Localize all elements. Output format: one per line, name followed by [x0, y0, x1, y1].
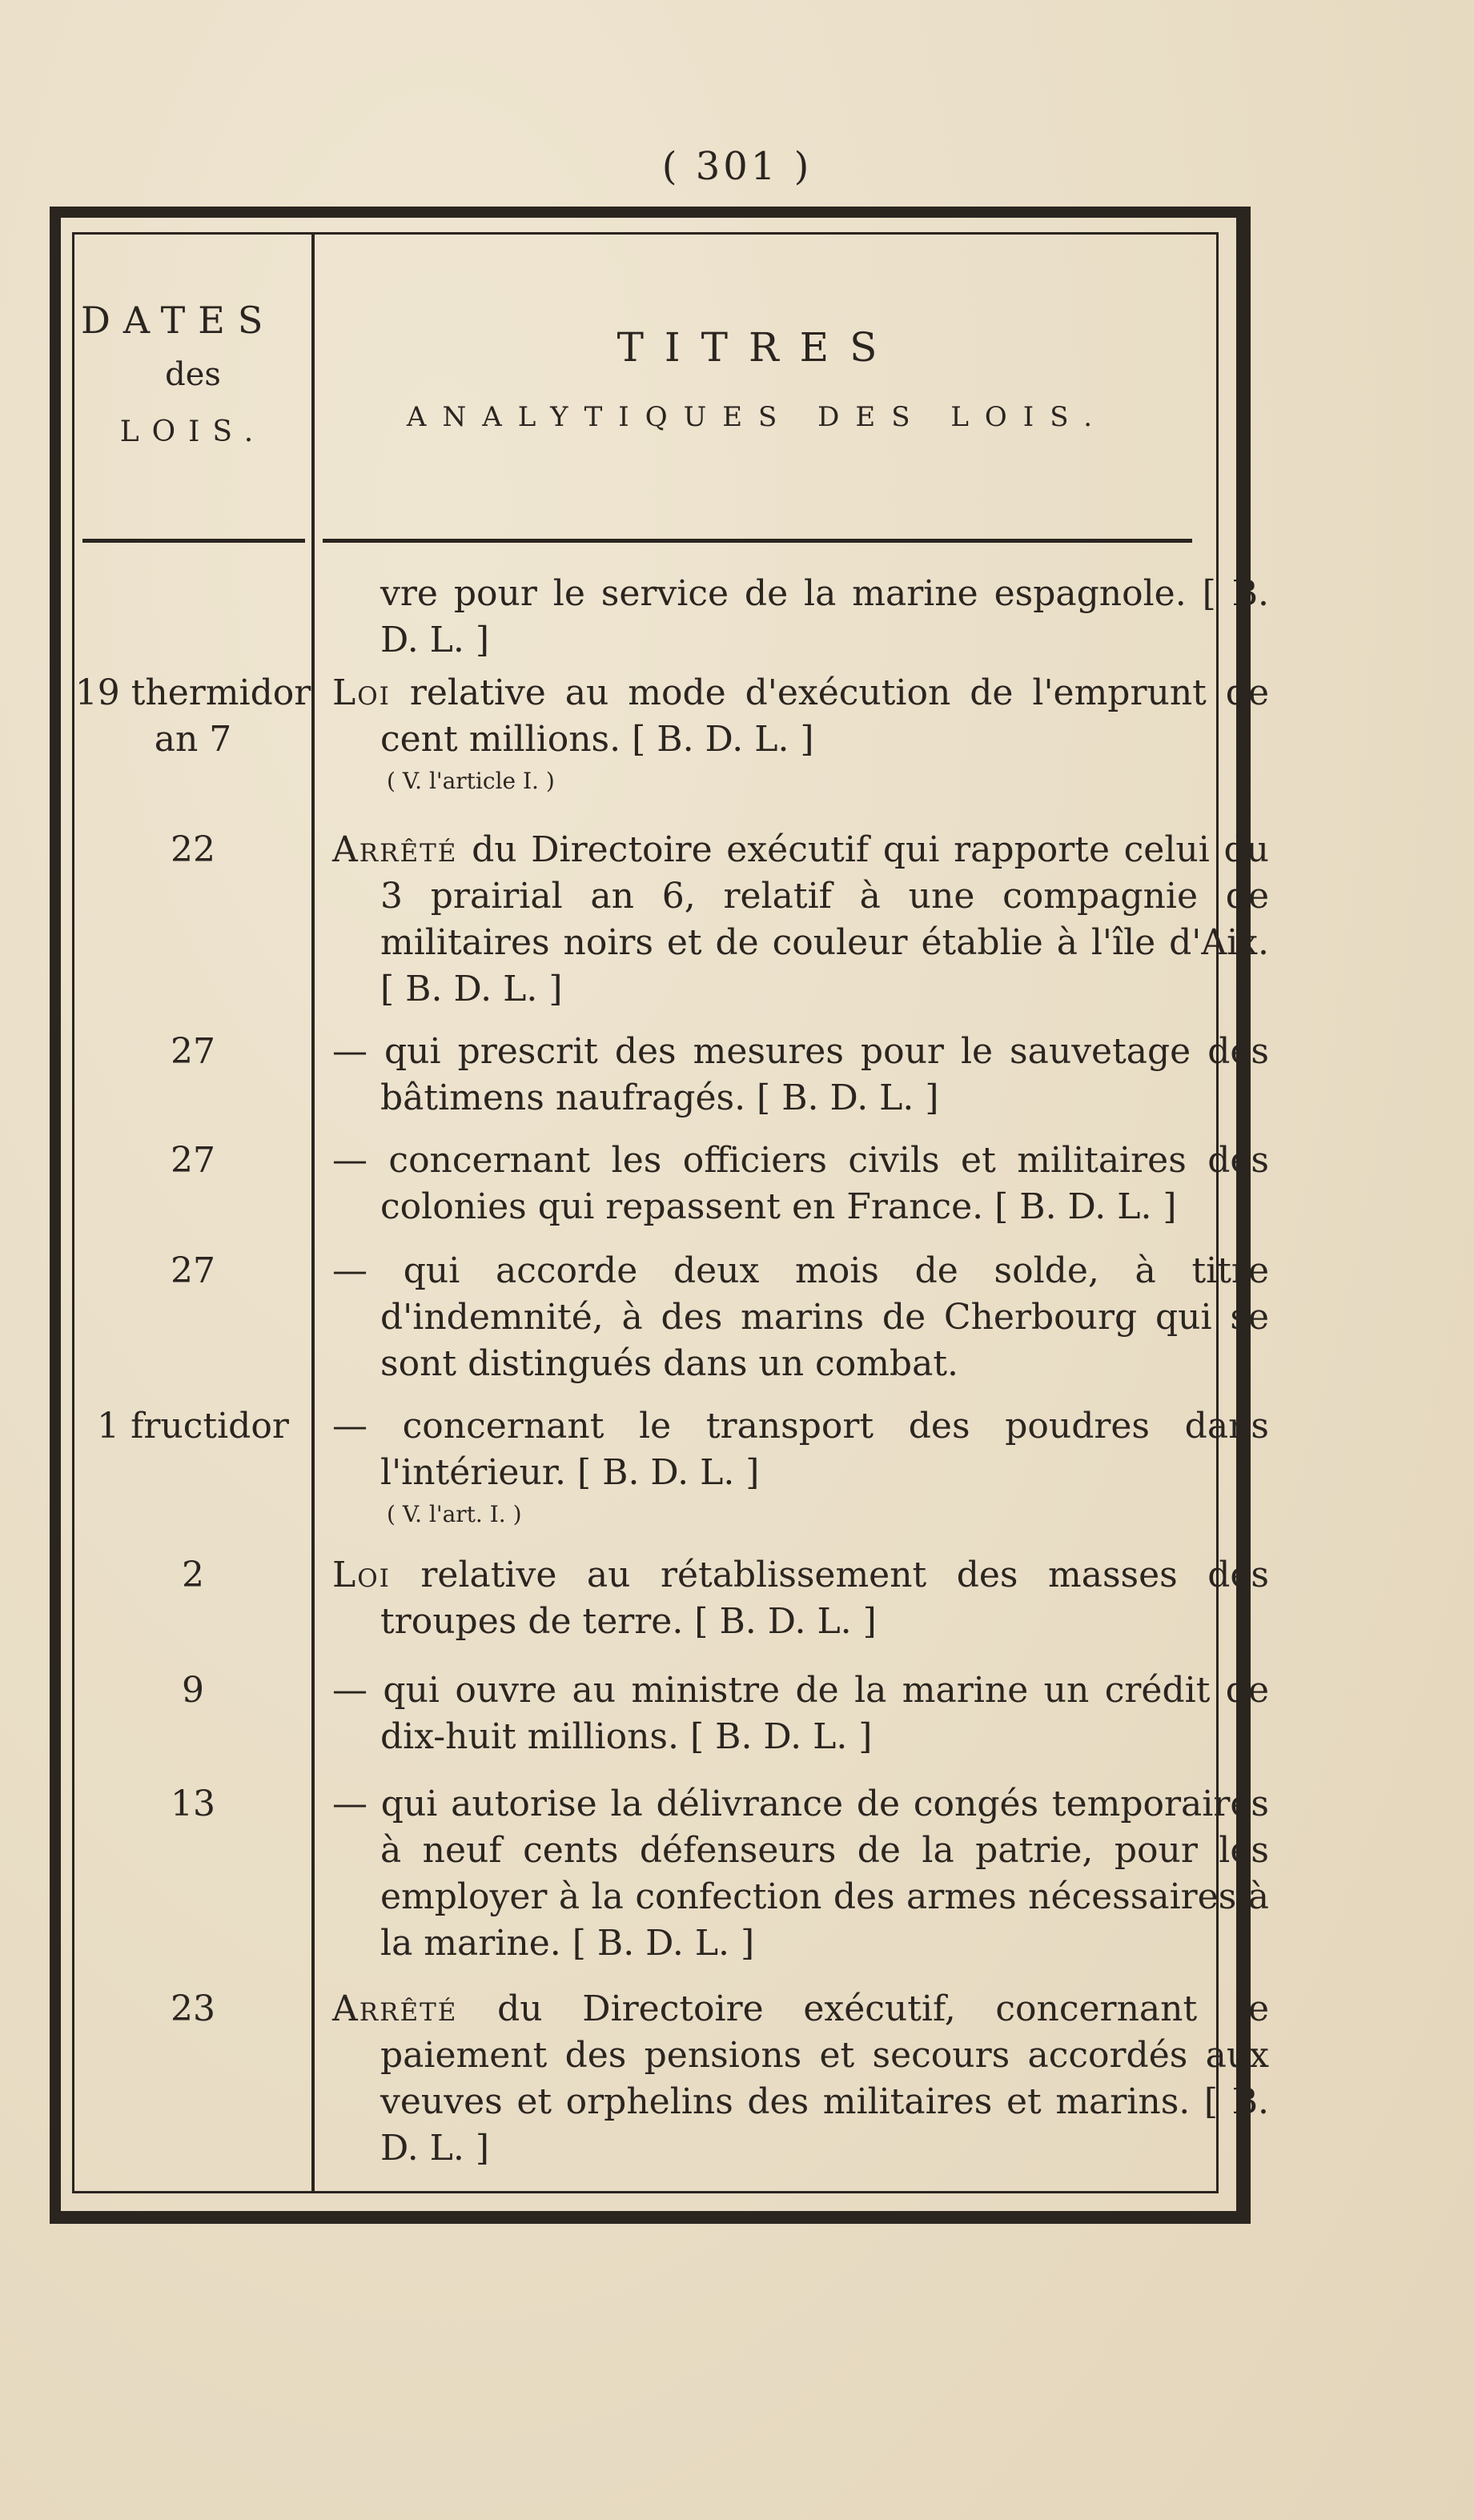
row-title: — qui accorde deux mois de solde, à titre d'indemnité, à des marins de Cherbourg qui se sont distingués dans un combat.: [332, 1250, 1269, 1384]
row-date: 13: [171, 1784, 215, 1824]
header-lois: LOIS.: [119, 415, 267, 448]
row-date: 27: [171, 1250, 215, 1291]
row-text: [332, 1552, 1269, 1645]
row-date: 2: [182, 1555, 204, 1595]
row-lead: Arrêté: [332, 829, 458, 870]
table-inner-frame: [72, 232, 1269, 2193]
header-rule-left: [82, 539, 305, 543]
row-title: — concernant le transport des poudres dans l'intérieur. [ B. D. L. ]: [332, 1406, 1269, 1493]
row-date: 22: [171, 829, 215, 870]
row-date: 27: [171, 1031, 215, 1072]
header-titres: TITRES: [617, 324, 898, 371]
row-lead: Loi: [332, 1555, 391, 1595]
row-title: du Directoire exécutif qui rapporte celui du 3 prairial an 6, relatif à une compagnie de militaires noirs et de couleur établie à l'île d'Aix. [ B. D. L. ]: [380, 829, 1269, 1009]
row-lead: Loi: [332, 672, 391, 713]
row-title: — qui autorise la délivrance de congés temporaires à neuf cents défenseurs de la patrie, pour les employer à la confection des armes nécessaires à la marine. [ B. D. L. ]: [332, 1784, 1269, 1964]
column-divider: [311, 235, 315, 2191]
table-frame: [50, 207, 1269, 2224]
row-text: [332, 571, 1269, 664]
page-number: ( 301 ): [661, 144, 813, 189]
row-title: — qui ouvre au ministre de la marine un crédit de dix-huit millions. [ B. D. L. ]: [332, 1670, 1269, 1757]
row-title: relative au rétablissement des masses des troupes de terre. [ B. D. L. ]: [380, 1555, 1269, 1642]
row-date: 1 fructidor: [97, 1406, 289, 1447]
row-title: — qui prescrit des mesures pour le sauvetage des bâtimens naufragés. [ B. D. L. ]: [332, 1031, 1269, 1118]
row-text: [332, 1248, 1269, 1387]
row-text: [332, 1029, 1269, 1122]
row-note: ( V. l'article I. ): [387, 768, 555, 794]
row-text: [332, 1667, 1269, 1760]
row-date: 9: [182, 1670, 204, 1711]
dates-column-header: [74, 299, 311, 448]
row-text: [332, 1138, 1269, 1230]
row-text: [332, 670, 1269, 800]
titles-column-header: [315, 324, 1200, 433]
header-analytiques: ANALYTIQUES DES LOIS.: [406, 401, 1109, 433]
row-text: [332, 1986, 1269, 2172]
row-text: [332, 827, 1269, 1013]
row-title: — concernant les officiers civils et militaires des colonies qui repassent en France. [ B. D. L. ]: [332, 1140, 1269, 1227]
row-date: 19 thermidor an 7: [74, 672, 311, 760]
row-text: [332, 1403, 1269, 1533]
row-note: ( V. l'art. I. ): [387, 1501, 522, 1527]
header-des: des: [165, 356, 221, 393]
row-title: du Directoire exécutif, concernant le paiement des pensions et secours accordés aux veuves et orphelins des militaires et marins. [ B. D. L. ]: [380, 1988, 1269, 2169]
row-text: [332, 1781, 1269, 1967]
row-lead: Arrêté: [332, 1988, 458, 2029]
row-date: 23: [171, 1988, 215, 2029]
header-dates: DATES: [81, 299, 276, 342]
row-title: vre pour le service de la marine espagnole. [ B. D. L. ]: [380, 573, 1269, 660]
row-date: 27: [171, 1140, 215, 1181]
row-title: relative au mode d'exécution de l'emprunt de cent millions. [ B. D. L. ]: [380, 672, 1269, 760]
header-rule-right: [323, 539, 1192, 543]
